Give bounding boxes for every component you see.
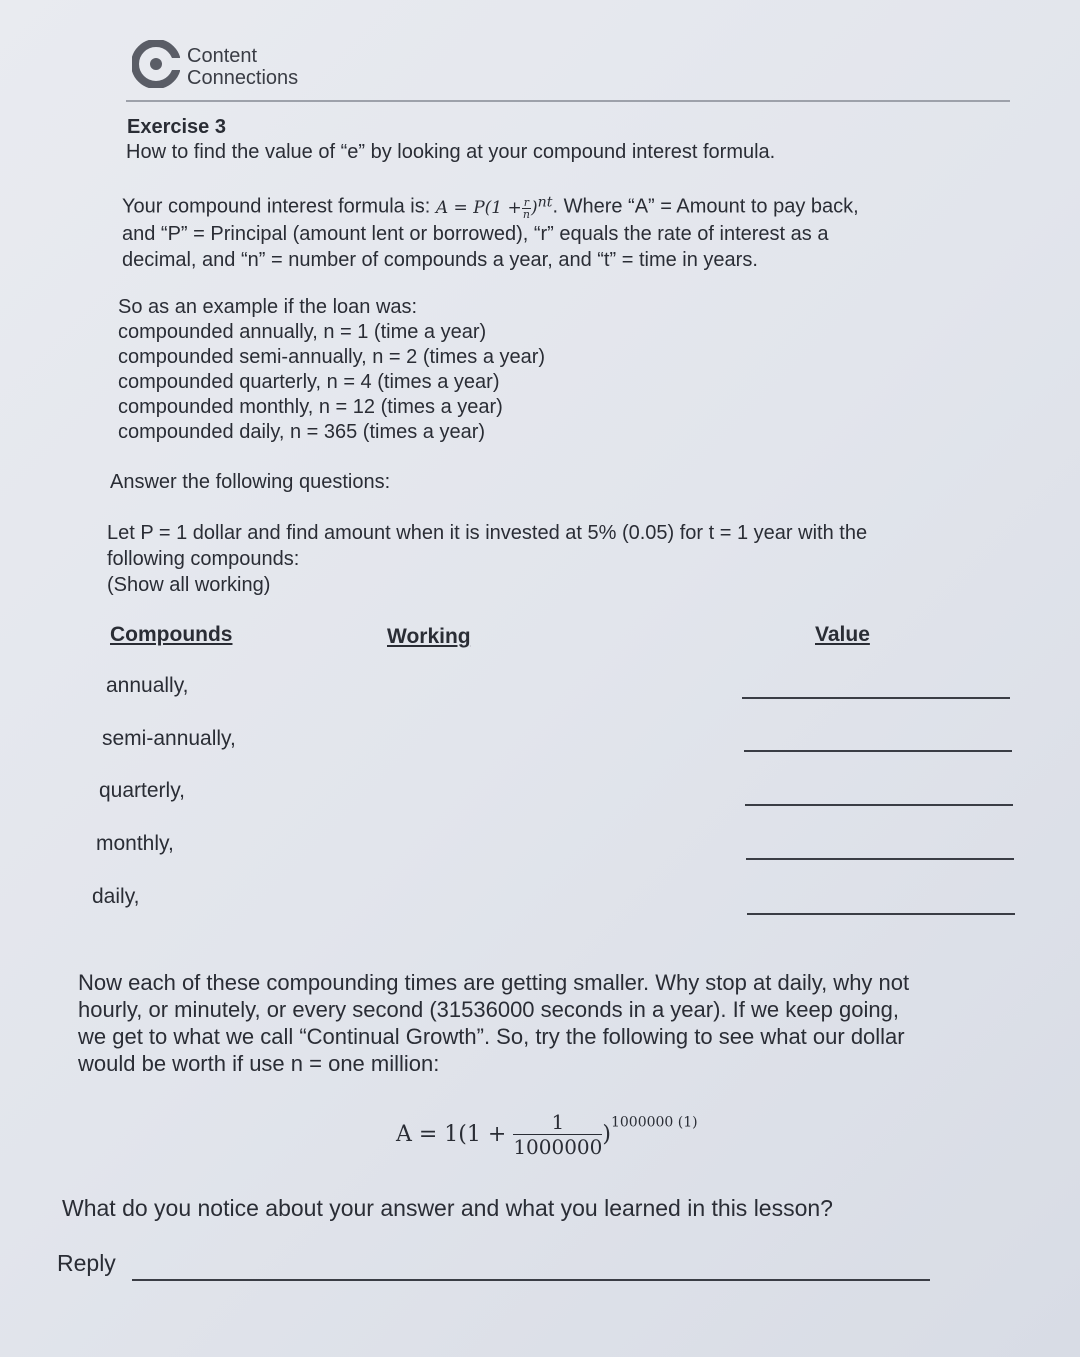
list-item: compounded monthly, n = 12 (times a year) [118,396,503,418]
reply-answer-line[interactable] [132,1279,930,1281]
questions-heading: Answer the following questions: [110,471,391,493]
intro-paragraph [122,189,859,273]
paragraph-line: hourly, or minutely, or every second (31536000 seconds in a year). If we keep going, [78,997,899,1022]
row-semi-annually-label: semi-annually, [102,727,236,750]
answer-blank-semi-annually[interactable] [744,750,1012,752]
formula-fraction: $\frac{1}{1000000}$ [513,1110,603,1159]
brand-name-line2: Connections [187,67,299,89]
brand-name-line1: Content [187,45,258,67]
continual-growth-paragraph [78,969,909,1077]
intro-line-3: decimal, and “n” = number of compounds a year, and “t” = time in years. [122,248,758,271]
header-working: Working [387,625,471,648]
closing-question: What do you notice about your answer and what you learned in this lesson? [62,1195,833,1221]
list-item: compounded semi-annually, n = 2 (times a year) [118,346,546,368]
header-value: Value [815,623,870,646]
instruction-line: Let P = 1 dollar and find amount when it is invested at 5% (0.05) for t = 1 year with the [107,522,868,544]
answer-blank-daily[interactable] [747,913,1015,915]
paragraph-line: would be worth if use n = one million: [78,1051,440,1076]
example-list [118,320,545,445]
list-item: compounded quarterly, n = 4 (times a year) [118,371,500,393]
questions-instructions [107,520,867,598]
answer-blank-quarterly[interactable] [745,804,1013,806]
answer-blank-annually[interactable] [742,697,1010,699]
list-item: compounded daily, n = 365 (times a year) [118,421,486,443]
reply-label: Reply [57,1250,116,1276]
exercise-title: Exercise 3 [127,116,226,138]
row-monthly-label: monthly, [96,832,174,855]
million-compounding-formula: A = 1(1 + $\frac{1}{1000000}$ )$^{1000000 (1)}$ [396,1110,698,1159]
instruction-line: (Show all working) [107,574,271,596]
example-block [118,295,545,445]
instruction-line: following compounds: [107,548,300,570]
paragraph-line: we get to what we call “Continual Growth”. So, try the following to see what our dollar [78,1024,905,1049]
intro-line-2: and “P” = Principal (amount lent or borrowed), “r” equals the rate of interest as a [122,222,829,245]
paragraph-line: Now each of these compounding times are getting smaller. Why stop at daily, why not [78,970,910,995]
row-annually-label: annually, [106,674,189,697]
header-divider [126,100,1010,102]
row-daily-label: daily, [92,885,140,908]
exercise-subtitle: How to find the value of “e” by looking at your compound interest formula. [126,141,776,163]
intro-line-1: Your compound interest formula is: A = P(1 + $\frac{r}{n}$ )$^{nt}$. Where “A” = Amount to pay back, [122,194,859,221]
list-item: compounded annually, n = 1 (time a year) [118,321,487,343]
header-compounds: Compounds [110,623,233,646]
row-quarterly-label: quarterly, [99,779,185,802]
example-heading: So as an example if the loan was: [118,296,418,318]
content-connections-logo [132,40,180,88]
answer-blank-monthly[interactable] [746,858,1014,860]
compound-formula: A = P(1 + $\frac{r}{n}$ )$^{nt}$ [435,194,553,221]
